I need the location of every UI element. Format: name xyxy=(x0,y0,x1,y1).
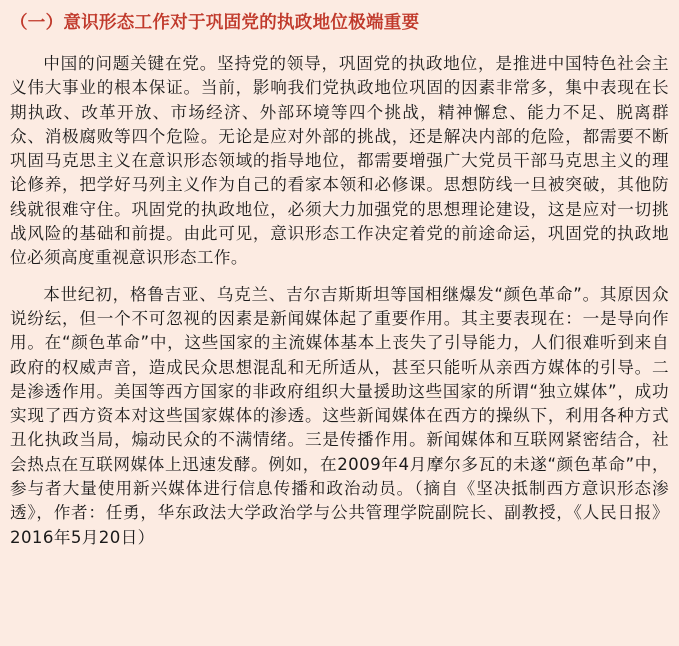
paragraph-color-revolution: 本世纪初，格鲁吉亚、乌克兰、吉尔吉斯斯坦等国相继爆发“颜色革命”。其原因众说纷纭，但一个不可忽视的因素是新闻媒体起了重要作用。其主要表现在：一是导向作用。在“颜色革命”中，这些国家的主流媒体基本上丧失了引导能力，人们很难听到来自政府的权威声音，造成民众思想混乱和无所适从，甚至只能听从亲西方媒体的引导。二是渗透作用。美国等西方国家的非政府组织大量援助这些国家的所谓“独立媒体”，成功实现了西方资本对这些国家媒体的渗透。这些新闻媒体在西方的操纵下，利用各种方式丑化执政当局，煽动民众的不满情绪。三是传播作用。新闻媒体和互联网紧密结合，社会热点在互联网媒体上迅速发酵。例如，在2009年4月摩尔多瓦的未遂“颜色革命”中，参与者大量使用新兴媒体进行信息传播和政治动员。（摘自《坚决抵制西方意识形态渗透》，作者：任勇，华东政法大学政治学与公共管理学院副院长、副教授，《人民日报》2016年5月20日） xyxy=(10,284,669,547)
section-heading: （一）意识形态工作对于巩固党的执政地位极端重要 xyxy=(10,13,420,33)
paragraph-party-leadership: 中国的问题关键在党。坚持党的领导，巩固党的执政地位，是推进中国特色社会主义伟大事业的根本保证。当前，影响我们党执政地位巩固的因素非常多，集中表现在长期执政、改革开放、市场经济、外部环境等四个挑战，精神懈怠、能力不足、脱离群众、消极腐败等四个危险。无论是应对外部的挑战，还是解决内部的危险，都需要不断巩固马克思主义在意识形态领域的指导地位，都需要增强广大党员干部马克思主义的理论修养，把学好马列主义作为自己的看家本领和必修课。思想防线一旦被突破，其他防线就很难守住。巩固党的执政地位，必须大力加强党的思想理论建设，这是应对一切挑战风险的基础和前提。由此可见，意识形态工作决定着党的前途命运，巩固党的执政地位必须高度重视意识形态工作。 xyxy=(10,54,669,268)
